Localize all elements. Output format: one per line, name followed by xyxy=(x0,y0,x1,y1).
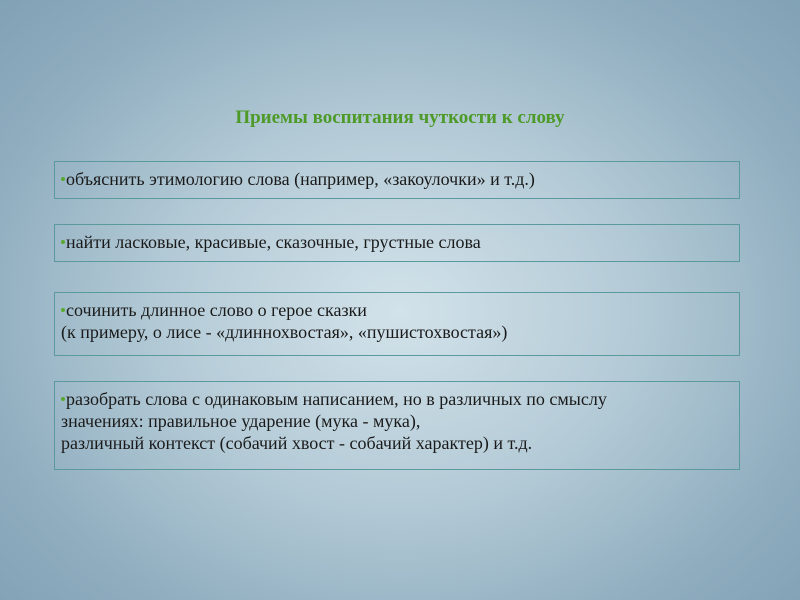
slide-title: Приемы воспитания чуткости к слову xyxy=(235,107,565,128)
technique-4-line-1 xyxy=(61,388,731,410)
technique-4-text-3: различный контекст (собачий хвост - собачий характер) и т.д. xyxy=(61,433,533,453)
technique-4-text-1: разобрать слова с одинаковым написанием, но в различных по смыслу xyxy=(66,389,607,409)
technique-box-4 xyxy=(54,381,740,470)
technique-box-3 xyxy=(54,292,740,356)
bullet-icon xyxy=(61,177,65,181)
technique-1-text-1: объяснить этимологию слова (например, «закоулочки» и т.д.) xyxy=(66,169,535,189)
bullet-icon xyxy=(61,240,65,244)
technique-3-line-2 xyxy=(61,321,731,343)
bullet-icon xyxy=(61,308,65,312)
technique-1-line-1 xyxy=(61,168,731,190)
technique-3-text-1: сочинить длинное слово о герое сказки xyxy=(66,300,367,320)
technique-3-line-1 xyxy=(61,299,731,321)
technique-4-line-2 xyxy=(61,410,731,432)
technique-4-line-3 xyxy=(61,432,731,454)
technique-2-line-1 xyxy=(61,231,731,253)
technique-2-text-1: найти ласковые, красивые, сказочные, грустные слова xyxy=(66,232,481,252)
technique-box-2 xyxy=(54,224,740,262)
technique-4-text-2: значениях: правильное ударение (мука - мука), xyxy=(61,411,421,431)
technique-box-1 xyxy=(54,161,740,199)
technique-3-text-2: (к примеру, о лисе - «длиннохвостая», «пушистохвостая») xyxy=(61,322,508,342)
bullet-icon xyxy=(61,397,65,401)
